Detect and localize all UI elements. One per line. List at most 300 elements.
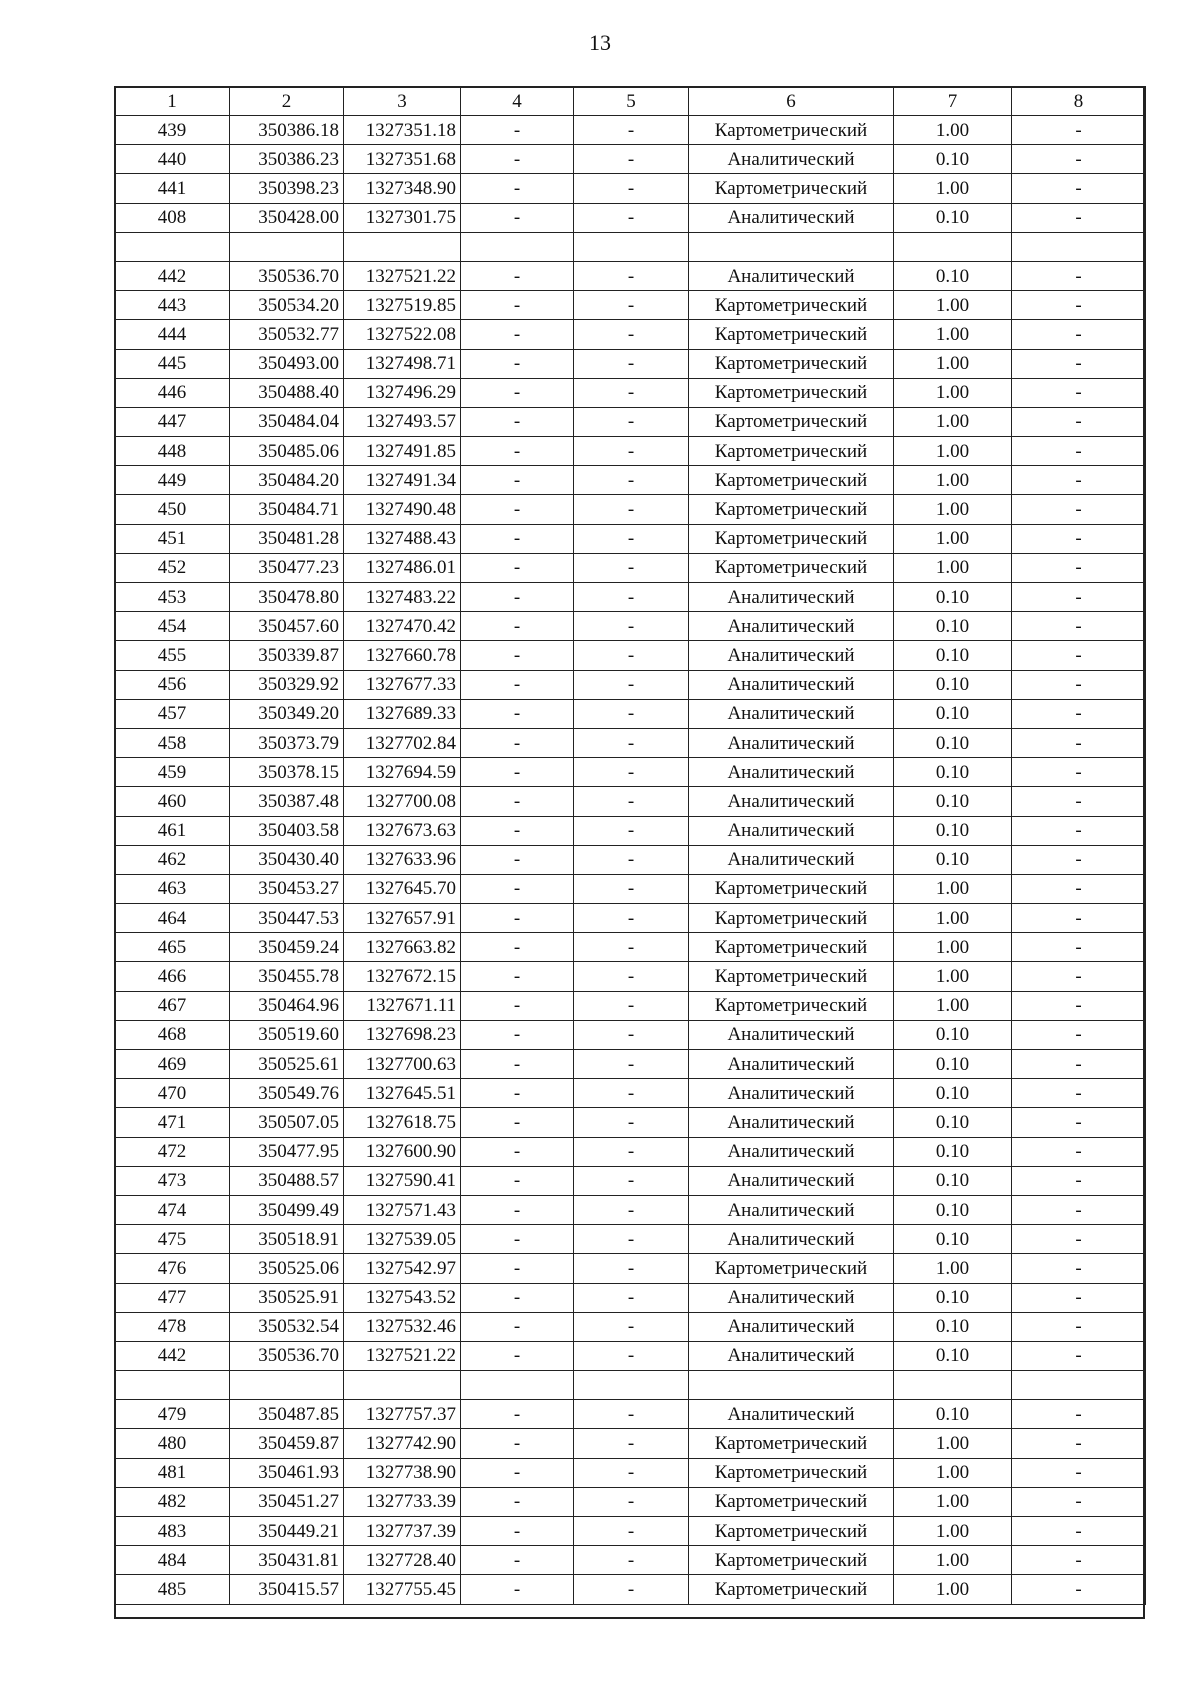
cell-col8-value: -: [1012, 1108, 1146, 1137]
cell-col5-value: -: [574, 787, 689, 816]
cell-point-number: 441: [115, 174, 230, 203]
cell-col8-value: -: [1012, 174, 1146, 203]
cell-col4-value: -: [461, 1079, 574, 1108]
cell-col4-value: -: [461, 495, 574, 524]
cell-x-coordinate: 350387.48: [230, 787, 344, 816]
cell-col5-value: -: [574, 1341, 689, 1370]
cell-y-coordinate: 1327633.96: [344, 845, 461, 874]
cell-col4-value: -: [461, 174, 574, 203]
cell-col4-value: -: [461, 1137, 574, 1166]
cell-y-coordinate: 1327689.33: [344, 699, 461, 728]
table-row: [115, 962, 1146, 991]
cell-x-coordinate: 350457.60: [230, 612, 344, 641]
table-row: [115, 1225, 1146, 1254]
cell-point-number: 477: [115, 1283, 230, 1312]
table-row: [115, 437, 1146, 466]
table-row: [115, 145, 1146, 174]
cell-y-coordinate: 1327590.41: [344, 1166, 461, 1195]
cell-point-number: 474: [115, 1195, 230, 1224]
cell-y-coordinate: 1327702.84: [344, 728, 461, 757]
cell-col4-value: -: [461, 203, 574, 232]
table-row: [115, 1487, 1146, 1516]
cell-point-number: 450: [115, 495, 230, 524]
cell-y-coordinate: 1327737.39: [344, 1517, 461, 1546]
cell-col5-value: -: [574, 1458, 689, 1487]
cell-col4-value: -: [461, 1458, 574, 1487]
cell-method: Аналитический: [689, 612, 894, 641]
cell-x-coordinate: 350484.04: [230, 407, 344, 436]
table-row: [115, 261, 1146, 290]
cell-y-coordinate: 1327672.15: [344, 962, 461, 991]
cell-col4-value: [461, 232, 574, 261]
cell-method: Картометрический: [689, 1429, 894, 1458]
cell-col5-value: -: [574, 407, 689, 436]
cell-point-number: 466: [115, 962, 230, 991]
cell-col5-value: -: [574, 553, 689, 582]
cell-col8-value: -: [1012, 670, 1146, 699]
table-row: [115, 349, 1146, 378]
cell-col8-value: -: [1012, 1546, 1146, 1575]
cell-col4-value: -: [461, 1400, 574, 1429]
cell-y-coordinate: 1327539.05: [344, 1225, 461, 1254]
cell-col4-value: -: [461, 145, 574, 174]
cell-point-number: 453: [115, 583, 230, 612]
cell-x-coordinate: 350461.93: [230, 1458, 344, 1487]
cell-col8-value: -: [1012, 203, 1146, 232]
cell-point-number: 481: [115, 1458, 230, 1487]
table-row: [115, 174, 1146, 203]
cell-method: Аналитический: [689, 1225, 894, 1254]
cell-col8-value: -: [1012, 1166, 1146, 1195]
cell-col4-value: -: [461, 612, 574, 641]
cell-col4-value: -: [461, 962, 574, 991]
cell-col5-value: -: [574, 174, 689, 203]
cell-accuracy: 0.10: [894, 845, 1012, 874]
cell-accuracy: 1.00: [894, 1254, 1012, 1283]
cell-method: Аналитический: [689, 1137, 894, 1166]
cell-point-number: 469: [115, 1050, 230, 1079]
cell-col8-value: -: [1012, 612, 1146, 641]
cell-method: Аналитический: [689, 1195, 894, 1224]
cell-x-coordinate: 350493.00: [230, 349, 344, 378]
cell-col5-value: -: [574, 291, 689, 320]
cell-accuracy: 1.00: [894, 1458, 1012, 1487]
cell-point-number: 464: [115, 904, 230, 933]
cell-col8-value: -: [1012, 1429, 1146, 1458]
cell-x-coordinate: 350415.57: [230, 1575, 344, 1604]
cell-point-number: 454: [115, 612, 230, 641]
cell-col8-value: -: [1012, 1400, 1146, 1429]
cell-y-coordinate: [344, 232, 461, 261]
cell-accuracy: 0.10: [894, 1225, 1012, 1254]
cell-y-coordinate: 1327496.29: [344, 378, 461, 407]
cell-y-coordinate: 1327519.85: [344, 291, 461, 320]
cell-point-number: 471: [115, 1108, 230, 1137]
cell-col8-value: [1012, 232, 1146, 261]
cell-x-coordinate: 350378.15: [230, 758, 344, 787]
cell-accuracy: 1.00: [894, 553, 1012, 582]
cell-col4-value: -: [461, 787, 574, 816]
cell-x-coordinate: 350549.76: [230, 1079, 344, 1108]
cell-y-coordinate: 1327733.39: [344, 1487, 461, 1516]
table-row: [115, 1195, 1146, 1224]
cell-accuracy: 0.10: [894, 1195, 1012, 1224]
cell-x-coordinate: 350455.78: [230, 962, 344, 991]
cell-x-coordinate: 350459.87: [230, 1429, 344, 1458]
cell-x-coordinate: 350403.58: [230, 816, 344, 845]
cell-x-coordinate: 350487.85: [230, 1400, 344, 1429]
table-row: [115, 1341, 1146, 1370]
cell-col5-value: -: [574, 758, 689, 787]
cell-accuracy: 1.00: [894, 174, 1012, 203]
cell-col5-value: -: [574, 699, 689, 728]
cell-x-coordinate: 350477.23: [230, 553, 344, 582]
table-row: [115, 466, 1146, 495]
cell-accuracy: 1.00: [894, 466, 1012, 495]
cell-y-coordinate: 1327491.85: [344, 437, 461, 466]
cell-col5-value: -: [574, 320, 689, 349]
cell-y-coordinate: 1327491.34: [344, 466, 461, 495]
cell-x-coordinate: 350428.00: [230, 203, 344, 232]
cell-col4-value: -: [461, 378, 574, 407]
cell-y-coordinate: 1327542.97: [344, 1254, 461, 1283]
cell-col4-value: -: [461, 291, 574, 320]
table-row: [115, 991, 1146, 1020]
table-row: [115, 699, 1146, 728]
cell-x-coordinate: 350398.23: [230, 174, 344, 203]
cell-x-coordinate: 350431.81: [230, 1546, 344, 1575]
column-header-5: 5: [574, 87, 689, 116]
cell-col8-value: -: [1012, 495, 1146, 524]
cell-col4-value: -: [461, 1195, 574, 1224]
table-header-row: [115, 87, 1146, 116]
cell-col4-value: -: [461, 524, 574, 553]
cell-y-coordinate: 1327486.01: [344, 553, 461, 582]
cell-col5-value: -: [574, 728, 689, 757]
cell-col5-value: -: [574, 378, 689, 407]
cell-point-number: 472: [115, 1137, 230, 1166]
table-row: [115, 816, 1146, 845]
cell-col8-value: -: [1012, 991, 1146, 1020]
cell-col5-value: [574, 1371, 689, 1400]
table-row: [115, 1575, 1146, 1604]
cell-point-number: 463: [115, 874, 230, 903]
cell-accuracy: 0.10: [894, 1283, 1012, 1312]
cell-method: Картометрический: [689, 466, 894, 495]
table-row: [115, 378, 1146, 407]
cell-col5-value: -: [574, 349, 689, 378]
cell-point-number: 456: [115, 670, 230, 699]
cell-method: Аналитический: [689, 583, 894, 612]
cell-point-number: 440: [115, 145, 230, 174]
cell-x-coordinate: 350484.20: [230, 466, 344, 495]
cell-col5-value: -: [574, 874, 689, 903]
table-row: [115, 495, 1146, 524]
cell-col4-value: -: [461, 1312, 574, 1341]
table-row: [115, 1400, 1146, 1429]
cell-col8-value: -: [1012, 116, 1146, 145]
table-row: [115, 1546, 1146, 1575]
cell-y-coordinate: 1327532.46: [344, 1312, 461, 1341]
cell-method: Аналитический: [689, 728, 894, 757]
cell-col8-value: -: [1012, 1487, 1146, 1516]
cell-method: Картометрический: [689, 116, 894, 145]
cell-col4-value: [461, 1371, 574, 1400]
cell-x-coordinate: 350349.20: [230, 699, 344, 728]
cell-col8-value: -: [1012, 904, 1146, 933]
cell-col5-value: -: [574, 116, 689, 145]
cell-method: Аналитический: [689, 1020, 894, 1049]
cell-x-coordinate: 350488.40: [230, 378, 344, 407]
cell-x-coordinate: 350499.49: [230, 1195, 344, 1224]
cell-accuracy: 1.00: [894, 933, 1012, 962]
cell-x-coordinate: 350534.20: [230, 291, 344, 320]
cell-col4-value: -: [461, 1108, 574, 1137]
cell-col5-value: -: [574, 933, 689, 962]
cell-accuracy: 0.10: [894, 728, 1012, 757]
table-row: [115, 1166, 1146, 1195]
cell-method: Картометрический: [689, 991, 894, 1020]
cell-point-number: 484: [115, 1546, 230, 1575]
cell-point-number: 480: [115, 1429, 230, 1458]
cell-col5-value: -: [574, 904, 689, 933]
cell-y-coordinate: 1327490.48: [344, 495, 461, 524]
cell-col8-value: -: [1012, 1195, 1146, 1224]
table-row: [115, 1312, 1146, 1341]
table-row: [115, 641, 1146, 670]
cell-y-coordinate: 1327498.71: [344, 349, 461, 378]
cell-point-number: 451: [115, 524, 230, 553]
cell-col8-value: -: [1012, 845, 1146, 874]
table-row: [115, 320, 1146, 349]
cell-point-number: [115, 1371, 230, 1400]
cell-col8-value: -: [1012, 1137, 1146, 1166]
cell-x-coordinate: 350532.54: [230, 1312, 344, 1341]
cell-col5-value: -: [574, 1166, 689, 1195]
cell-method: Аналитический: [689, 203, 894, 232]
cell-accuracy: [894, 1371, 1012, 1400]
table-row: [115, 1283, 1146, 1312]
cell-point-number: 439: [115, 116, 230, 145]
cell-accuracy: 1.00: [894, 962, 1012, 991]
cell-col4-value: -: [461, 1546, 574, 1575]
cell-method: Картометрический: [689, 174, 894, 203]
table-row: [115, 1458, 1146, 1487]
cell-y-coordinate: 1327698.23: [344, 1020, 461, 1049]
cell-col4-value: -: [461, 728, 574, 757]
cell-method: Аналитический: [689, 145, 894, 174]
cell-accuracy: 1.00: [894, 349, 1012, 378]
cell-col4-value: -: [461, 991, 574, 1020]
table-spacer-row: [115, 1371, 1146, 1400]
cell-method: Картометрический: [689, 378, 894, 407]
cell-method: Картометрический: [689, 1487, 894, 1516]
cell-col4-value: -: [461, 466, 574, 495]
cell-col8-value: -: [1012, 1254, 1146, 1283]
cell-col4-value: -: [461, 116, 574, 145]
cell-col5-value: -: [574, 1108, 689, 1137]
cell-accuracy: 0.10: [894, 1108, 1012, 1137]
cell-accuracy: 0.10: [894, 1166, 1012, 1195]
cell-method: Картометрический: [689, 495, 894, 524]
cell-col4-value: -: [461, 1517, 574, 1546]
cell-method: Аналитический: [689, 1400, 894, 1429]
cell-col4-value: -: [461, 699, 574, 728]
cell-col5-value: -: [574, 1020, 689, 1049]
cell-accuracy: 1.00: [894, 991, 1012, 1020]
cell-col4-value: -: [461, 845, 574, 874]
cell-col8-value: -: [1012, 1517, 1146, 1546]
cell-x-coordinate: 350536.70: [230, 1341, 344, 1370]
cell-x-coordinate: 350484.71: [230, 495, 344, 524]
cell-col4-value: -: [461, 1575, 574, 1604]
cell-col5-value: -: [574, 1137, 689, 1166]
cell-col8-value: -: [1012, 291, 1146, 320]
table-row: [115, 670, 1146, 699]
cell-y-coordinate: 1327348.90: [344, 174, 461, 203]
cell-point-number: 408: [115, 203, 230, 232]
cell-col4-value: -: [461, 904, 574, 933]
cell-y-coordinate: 1327301.75: [344, 203, 461, 232]
cell-point-number: [115, 232, 230, 261]
cell-accuracy: 0.10: [894, 583, 1012, 612]
cell-col4-value: -: [461, 583, 574, 612]
cell-accuracy: 1.00: [894, 1546, 1012, 1575]
cell-method: Картометрический: [689, 320, 894, 349]
cell-accuracy: 1.00: [894, 904, 1012, 933]
cell-col5-value: -: [574, 1079, 689, 1108]
cell-y-coordinate: 1327700.08: [344, 787, 461, 816]
cell-col8-value: -: [1012, 962, 1146, 991]
cell-method: Аналитический: [689, 1079, 894, 1108]
cell-point-number: 482: [115, 1487, 230, 1516]
cell-x-coordinate: 350525.91: [230, 1283, 344, 1312]
cell-col8-value: -: [1012, 145, 1146, 174]
table-row: [115, 1108, 1146, 1137]
cell-method: Картометрический: [689, 553, 894, 582]
cell-col4-value: -: [461, 437, 574, 466]
cell-col8-value: -: [1012, 553, 1146, 582]
cell-point-number: 445: [115, 349, 230, 378]
cell-point-number: 444: [115, 320, 230, 349]
cell-col8-value: -: [1012, 378, 1146, 407]
cell-col5-value: -: [574, 583, 689, 612]
cell-col5-value: -: [574, 203, 689, 232]
table-row: [115, 1137, 1146, 1166]
cell-y-coordinate: 1327543.52: [344, 1283, 461, 1312]
table-row: [115, 904, 1146, 933]
cell-x-coordinate: 350386.23: [230, 145, 344, 174]
cell-col4-value: -: [461, 933, 574, 962]
cell-col8-value: -: [1012, 583, 1146, 612]
cell-col8-value: [1012, 1371, 1146, 1400]
cell-accuracy: 0.10: [894, 641, 1012, 670]
cell-col5-value: -: [574, 670, 689, 699]
cell-col4-value: -: [461, 261, 574, 290]
cell-method: Картометрический: [689, 524, 894, 553]
cell-point-number: 458: [115, 728, 230, 757]
cell-x-coordinate: 350477.95: [230, 1137, 344, 1166]
column-header-1: 1: [115, 87, 230, 116]
cell-x-coordinate: 350507.05: [230, 1108, 344, 1137]
column-header-2: 2: [230, 87, 344, 116]
cell-col8-value: -: [1012, 320, 1146, 349]
cell-point-number: 468: [115, 1020, 230, 1049]
column-header-4: 4: [461, 87, 574, 116]
cell-col8-value: -: [1012, 641, 1146, 670]
table-row: [115, 1050, 1146, 1079]
cell-point-number: 467: [115, 991, 230, 1020]
cell-accuracy: 0.10: [894, 816, 1012, 845]
cell-col4-value: -: [461, 1429, 574, 1458]
cell-point-number: 442: [115, 1341, 230, 1370]
cell-method: Аналитический: [689, 641, 894, 670]
cell-col8-value: -: [1012, 524, 1146, 553]
cell-col8-value: -: [1012, 699, 1146, 728]
cell-accuracy: 0.10: [894, 1341, 1012, 1370]
cell-y-coordinate: 1327694.59: [344, 758, 461, 787]
cell-col8-value: -: [1012, 1283, 1146, 1312]
cell-y-coordinate: 1327483.22: [344, 583, 461, 612]
cell-y-coordinate: 1327571.43: [344, 1195, 461, 1224]
cell-accuracy: 1.00: [894, 1517, 1012, 1546]
cell-col4-value: -: [461, 816, 574, 845]
cell-point-number: 449: [115, 466, 230, 495]
cell-col5-value: -: [574, 1225, 689, 1254]
cell-col5-value: -: [574, 991, 689, 1020]
cell-col4-value: -: [461, 1050, 574, 1079]
cell-accuracy: 1.00: [894, 320, 1012, 349]
cell-x-coordinate: 350459.24: [230, 933, 344, 962]
cell-point-number: 476: [115, 1254, 230, 1283]
cell-y-coordinate: 1327663.82: [344, 933, 461, 962]
cell-method: Аналитический: [689, 816, 894, 845]
cell-accuracy: 0.10: [894, 699, 1012, 728]
cell-method: Аналитический: [689, 845, 894, 874]
cell-point-number: 465: [115, 933, 230, 962]
table-row: [115, 874, 1146, 903]
cell-x-coordinate: 350447.53: [230, 904, 344, 933]
table-row: [115, 203, 1146, 232]
column-header-7: 7: [894, 87, 1012, 116]
cell-y-coordinate: 1327600.90: [344, 1137, 461, 1166]
cell-x-coordinate: 350536.70: [230, 261, 344, 290]
cell-y-coordinate: 1327522.08: [344, 320, 461, 349]
cell-method: Аналитический: [689, 1108, 894, 1137]
cell-col5-value: -: [574, 641, 689, 670]
cell-point-number: 452: [115, 553, 230, 582]
cell-x-coordinate: 350373.79: [230, 728, 344, 757]
cell-method: Картометрический: [689, 933, 894, 962]
cell-y-coordinate: 1327700.63: [344, 1050, 461, 1079]
cell-point-number: 485: [115, 1575, 230, 1604]
cell-col8-value: -: [1012, 1225, 1146, 1254]
cell-x-coordinate: 350386.18: [230, 116, 344, 145]
cell-col8-value: -: [1012, 1020, 1146, 1049]
cell-y-coordinate: [344, 1371, 461, 1400]
cell-col4-value: -: [461, 874, 574, 903]
cell-point-number: 455: [115, 641, 230, 670]
table-row: [115, 116, 1146, 145]
column-header-3: 3: [344, 87, 461, 116]
cell-col5-value: -: [574, 524, 689, 553]
cell-col4-value: -: [461, 1254, 574, 1283]
cell-x-coordinate: 350532.77: [230, 320, 344, 349]
cell-point-number: 448: [115, 437, 230, 466]
table-row: [115, 933, 1146, 962]
cell-col4-value: -: [461, 407, 574, 436]
cell-x-coordinate: [230, 232, 344, 261]
